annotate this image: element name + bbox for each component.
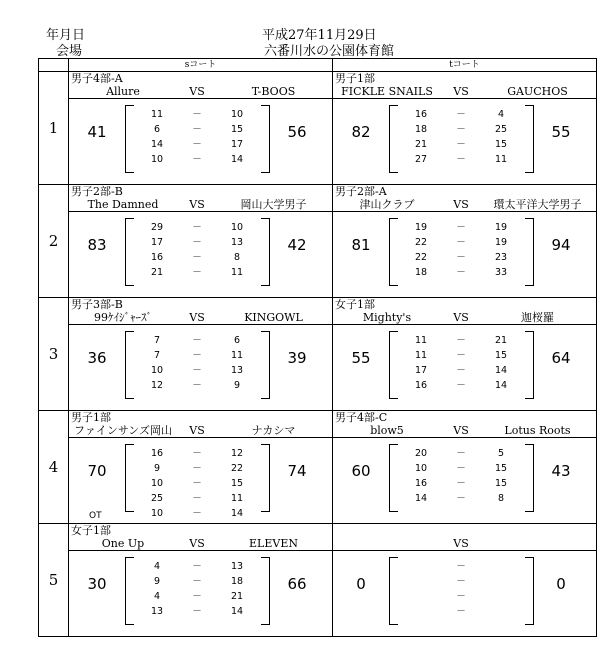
quarter-dash: － — [192, 606, 202, 617]
bracket-right — [525, 331, 534, 399]
quarter-score-b: 14 — [494, 365, 508, 376]
quarter-row — [403, 265, 521, 280]
quarter-score-b: 14 — [230, 154, 244, 165]
quarter-score-a: 19 — [414, 222, 428, 233]
quarter-dash: － — [192, 365, 202, 376]
quarter-score-b: 11 — [494, 154, 508, 165]
quarter-score-b: 17 — [230, 139, 244, 150]
total-score-a: 60 — [351, 462, 371, 480]
total-score-a: 41 — [87, 123, 107, 141]
quarter-score-b: 11 — [230, 493, 244, 504]
quarter-row — [139, 152, 257, 167]
quarter-score-a: 18 — [414, 124, 428, 135]
team-a-name: 津山クラブ — [359, 198, 415, 211]
game-card — [69, 524, 332, 636]
quarter-scores — [403, 220, 521, 280]
round-header — [39, 59, 69, 72]
bracket-left — [389, 331, 398, 399]
quarter-row — [139, 589, 257, 604]
vs-label: VS — [453, 198, 469, 211]
quarter-scores — [403, 559, 521, 619]
quarter-scores — [139, 559, 257, 619]
total-score-a: 30 — [87, 575, 107, 593]
quarter-dash: － — [456, 139, 466, 150]
round-number: 5 — [39, 524, 69, 637]
bracket-left — [125, 218, 134, 286]
quarter-dash: － — [456, 124, 466, 135]
quarter-score-b: 6 — [233, 335, 241, 346]
quarter-score-a: 13 — [150, 606, 164, 617]
quarter-score-b: 15 — [230, 478, 244, 489]
game-card — [333, 72, 596, 184]
quarter-score-a: 9 — [153, 463, 161, 474]
bracket-left — [389, 105, 398, 173]
total-score-b: 94 — [551, 236, 571, 254]
quarter-row — [403, 220, 521, 235]
bracket-right — [525, 557, 534, 625]
quarter-score-a: 18 — [414, 267, 428, 278]
quarter-row — [139, 220, 257, 235]
bracket-right — [261, 444, 270, 512]
quarter-scores — [139, 107, 257, 167]
quarter-dash: － — [456, 335, 466, 346]
court-s-game — [69, 411, 333, 524]
quarter-score-a: 7 — [153, 335, 161, 346]
quarter-dash: － — [192, 335, 202, 346]
court-s-game — [69, 72, 333, 185]
vs-label: VS — [189, 537, 205, 550]
division-label: 男子4部-C — [335, 411, 388, 424]
matchup-line — [333, 311, 596, 325]
quarter-dash: － — [456, 493, 466, 504]
quarter-scores — [403, 107, 521, 167]
quarter-dash: － — [456, 252, 466, 263]
court-s-game — [69, 298, 333, 411]
quarter-row — [403, 122, 521, 137]
quarter-dash: － — [192, 237, 202, 248]
team-b-name: T-BOOS — [251, 85, 296, 98]
quarter-row — [139, 107, 257, 122]
quarter-score-b: 13 — [230, 365, 244, 376]
team-a-name: 99ｹｲｼﾞｬｰｽﾞ — [94, 311, 152, 324]
team-a-name: Allure — [106, 85, 140, 98]
quarter-score-a: 16 — [414, 109, 428, 120]
bracket-right — [261, 331, 270, 399]
quarter-dash: － — [456, 576, 466, 587]
quarter-score-a: 10 — [150, 154, 164, 165]
team-a-name: blow5 — [370, 424, 404, 437]
game-card — [333, 298, 596, 410]
matchup-line — [69, 311, 332, 325]
total-score-a: 83 — [87, 236, 107, 254]
venue-label: 会場 — [56, 44, 83, 59]
quarter-scores — [403, 446, 521, 506]
team-a-name: The Damned — [87, 198, 159, 211]
game-card — [333, 411, 596, 523]
quarter-row — [403, 604, 521, 619]
division-label: 男子4部-A — [71, 72, 123, 85]
quarter-row — [139, 363, 257, 378]
quarter-dash: － — [192, 124, 202, 135]
matchup-line — [69, 537, 332, 551]
team-a-name: FICKLE SNAILS — [341, 85, 433, 98]
total-score-b: 0 — [556, 575, 566, 593]
quarter-row — [403, 446, 521, 461]
total-score-b: 42 — [287, 236, 307, 254]
quarter-score-a: 16 — [150, 252, 164, 263]
court-t-header: tコート — [333, 59, 597, 72]
matchup-line — [333, 424, 596, 438]
quarter-dash: － — [456, 350, 466, 361]
total-score-b: 66 — [287, 575, 307, 593]
quarter-row — [139, 574, 257, 589]
total-score-a: 82 — [351, 123, 371, 141]
bracket-left — [389, 557, 398, 625]
matchup-line — [333, 85, 596, 99]
quarter-dash: － — [456, 109, 466, 120]
court-t-game — [333, 185, 597, 298]
quarter-row — [403, 363, 521, 378]
quarter-score-b: 15 — [494, 350, 508, 361]
quarter-score-b: 13 — [230, 561, 244, 572]
vs-label: VS — [189, 198, 205, 211]
quarter-row — [139, 446, 257, 461]
quarter-score-b: 14 — [230, 606, 244, 617]
quarter-score-b: 18 — [230, 576, 244, 587]
division-label: 男子2部-B — [71, 185, 123, 198]
quarter-score-a: 4 — [153, 591, 161, 602]
quarter-score-b: 21 — [494, 335, 508, 346]
score-sheet — [38, 58, 597, 637]
quarter-score-a: 21 — [414, 139, 428, 150]
bracket-left — [389, 444, 398, 512]
quarter-score-a: 9 — [153, 576, 161, 587]
quarter-score-b: 15 — [230, 124, 244, 135]
vs-label: VS — [189, 85, 205, 98]
team-b-name: ナカシマ — [251, 424, 296, 437]
bracket-right — [261, 557, 270, 625]
total-score-a: 81 — [351, 236, 371, 254]
bracket-right — [261, 105, 270, 173]
quarter-row — [139, 250, 257, 265]
quarter-score-b: 9 — [233, 380, 241, 391]
division-label: 男子3部-B — [71, 298, 123, 311]
quarter-score-a: 27 — [414, 154, 428, 165]
quarter-score-a: 20 — [414, 448, 428, 459]
quarter-score-a: 16 — [414, 380, 428, 391]
quarter-score-b: 8 — [233, 252, 241, 263]
total-score-a: 55 — [351, 349, 371, 367]
quarter-score-a: 10 — [150, 478, 164, 489]
matchup-line — [333, 198, 596, 212]
court-t-game — [333, 524, 597, 637]
quarter-row — [403, 491, 521, 506]
quarter-dash: － — [192, 109, 202, 120]
bracket-right — [525, 105, 534, 173]
vs-label: VS — [453, 424, 469, 437]
quarter-score-b: 21 — [230, 591, 244, 602]
team-a-name: One Up — [101, 537, 145, 550]
quarter-score-b: 4 — [497, 109, 505, 120]
quarter-dash: － — [192, 561, 202, 572]
quarter-score-b: 10 — [230, 222, 244, 233]
quarter-dash: － — [456, 448, 466, 459]
quarter-row — [139, 461, 257, 476]
court-s-game — [69, 524, 333, 637]
quarter-row — [139, 604, 257, 619]
vs-label: VS — [453, 85, 469, 98]
bracket-left — [125, 557, 134, 625]
team-b-name: 環太平洋大学男子 — [493, 198, 582, 211]
quarter-row — [403, 235, 521, 250]
vs-label: VS — [189, 424, 205, 437]
quarter-score-a: 11 — [414, 350, 428, 361]
quarter-score-b: 11 — [230, 350, 244, 361]
quarter-dash: － — [456, 561, 466, 572]
quarter-row — [139, 265, 257, 280]
quarter-row — [403, 461, 521, 476]
quarter-score-a: 10 — [414, 463, 428, 474]
quarter-score-b: 25 — [494, 124, 508, 135]
game-row — [39, 298, 597, 411]
quarter-row — [403, 250, 521, 265]
quarter-score-a: 10 — [150, 508, 164, 519]
quarter-dash: － — [456, 478, 466, 489]
quarter-scores — [139, 220, 257, 280]
quarter-row — [403, 559, 521, 574]
court-t-game — [333, 298, 597, 411]
quarter-row — [403, 137, 521, 152]
game-card — [69, 185, 332, 297]
quarter-scores — [139, 446, 257, 521]
total-score-b: 74 — [287, 462, 307, 480]
quarter-score-a: 11 — [150, 109, 164, 120]
quarter-row — [139, 348, 257, 363]
quarter-dash: － — [192, 478, 202, 489]
matchup-line — [333, 537, 596, 551]
quarter-score-a: 25 — [150, 493, 164, 504]
quarter-score-a: 4 — [153, 561, 161, 572]
quarter-dash: － — [192, 448, 202, 459]
quarter-score-a: 12 — [150, 380, 164, 391]
total-score-b: 64 — [551, 349, 571, 367]
quarter-score-b: 15 — [494, 139, 508, 150]
quarter-row — [139, 235, 257, 250]
quarter-dash: － — [456, 154, 466, 165]
team-b-name: Lotus Roots — [504, 424, 571, 437]
game-row — [39, 411, 597, 524]
team-b-name: ELEVEN — [249, 537, 298, 550]
quarter-score-a: 7 — [153, 350, 161, 361]
quarter-dash: － — [192, 252, 202, 263]
quarter-row — [403, 476, 521, 491]
quarter-dash: － — [456, 591, 466, 602]
quarter-row — [139, 559, 257, 574]
bracket-right — [525, 444, 534, 512]
team-a-name: ファインサンズ岡山 — [74, 424, 172, 437]
total-score-b: 39 — [287, 349, 307, 367]
quarter-score-b: 12 — [230, 448, 244, 459]
quarter-score-a: 10 — [150, 365, 164, 376]
quarter-score-a: 29 — [150, 222, 164, 233]
quarter-scores — [403, 333, 521, 393]
division-label: 男子1部 — [335, 72, 375, 85]
quarter-row — [139, 476, 257, 491]
matchup-line — [69, 198, 332, 212]
quarter-dash: － — [192, 350, 202, 361]
bracket-left — [125, 331, 134, 399]
team-a-name: Mighty's — [362, 311, 412, 324]
quarter-score-a: 17 — [150, 237, 164, 248]
quarter-dash: － — [456, 365, 466, 376]
quarter-score-a: 17 — [414, 365, 428, 376]
date-label: 年月日 — [46, 28, 86, 43]
total-score-b: 55 — [551, 123, 571, 141]
quarter-score-a: 11 — [414, 335, 428, 346]
quarter-row — [139, 137, 257, 152]
game-row — [39, 524, 597, 637]
round-number: 2 — [39, 185, 69, 298]
quarter-score-b: 23 — [494, 252, 508, 263]
quarter-score-a: 14 — [414, 493, 428, 504]
quarter-scores — [139, 333, 257, 393]
vs-label: VS — [189, 311, 205, 324]
team-b-name: 岡山大学男子 — [240, 198, 307, 211]
quarter-score-a: 16 — [414, 478, 428, 489]
bracket-right — [261, 218, 270, 286]
quarter-dash: － — [192, 380, 202, 391]
quarter-row — [403, 378, 521, 393]
matchup-line — [69, 424, 332, 438]
team-b-name: 迦桜羅 — [521, 311, 554, 324]
quarter-score-b: 19 — [494, 237, 508, 248]
quarter-row — [403, 574, 521, 589]
quarter-dash: － — [456, 380, 466, 391]
quarter-score-a: 16 — [150, 448, 164, 459]
total-score-a: 0 — [356, 575, 366, 593]
matchup-line — [69, 85, 332, 99]
court-s-header: sコート — [69, 59, 333, 72]
quarter-score-b: 15 — [494, 463, 508, 474]
quarter-score-b: 8 — [497, 493, 505, 504]
total-score-a: 70 — [87, 462, 107, 480]
quarter-score-a: 14 — [150, 139, 164, 150]
quarter-dash: － — [456, 237, 466, 248]
game-card — [333, 524, 596, 636]
division-label: 女子1部 — [335, 298, 375, 311]
quarter-dash: － — [192, 222, 202, 233]
quarter-row — [139, 333, 257, 348]
vs-label: VS — [453, 537, 469, 550]
court-t-game — [333, 411, 597, 524]
quarter-row — [403, 152, 521, 167]
game-card — [69, 298, 332, 410]
quarter-row — [139, 378, 257, 393]
quarter-score-b: 14 — [230, 508, 244, 519]
game-row — [39, 185, 597, 298]
quarter-dash: － — [456, 606, 466, 617]
overtime-label: OT — [89, 511, 102, 521]
team-b-name: KINGOWL — [244, 311, 303, 324]
bracket-left — [389, 218, 398, 286]
quarter-score-b: 22 — [230, 463, 244, 474]
total-score-a: 36 — [87, 349, 107, 367]
quarter-score-b: 33 — [494, 267, 508, 278]
quarter-score-b: 15 — [494, 478, 508, 489]
round-number: 3 — [39, 298, 69, 411]
quarter-dash: － — [192, 576, 202, 587]
quarter-score-a: 22 — [414, 252, 428, 263]
quarter-dash: － — [192, 139, 202, 150]
venue-name: 六番川水の公園体育館 — [264, 44, 395, 59]
quarter-row — [403, 589, 521, 604]
quarter-dash: － — [456, 463, 466, 474]
quarter-row — [139, 506, 257, 521]
quarter-dash: － — [456, 267, 466, 278]
game-card — [69, 411, 332, 523]
quarter-dash: － — [192, 591, 202, 602]
bracket-right — [525, 218, 534, 286]
total-score-b: 56 — [287, 123, 307, 141]
game-card — [69, 72, 332, 184]
quarter-score-b: 19 — [494, 222, 508, 233]
quarter-dash: － — [192, 267, 202, 278]
quarter-row — [139, 491, 257, 506]
quarter-score-a: 22 — [414, 237, 428, 248]
quarter-row — [403, 348, 521, 363]
game-row — [39, 72, 597, 185]
division-label: 女子1部 — [71, 524, 111, 537]
quarter-dash: － — [192, 154, 202, 165]
quarter-row — [403, 333, 521, 348]
bracket-left — [125, 444, 134, 512]
quarter-row — [403, 107, 521, 122]
round-number: 1 — [39, 72, 69, 185]
quarter-row — [139, 122, 257, 137]
bracket-left — [125, 105, 134, 173]
quarter-score-b: 10 — [230, 109, 244, 120]
vs-label: VS — [453, 311, 469, 324]
quarter-score-b: 14 — [494, 380, 508, 391]
quarter-dash: － — [192, 493, 202, 504]
court-t-game — [333, 72, 597, 185]
quarter-score-b: 11 — [230, 267, 244, 278]
court-s-game — [69, 185, 333, 298]
quarter-score-a: 21 — [150, 267, 164, 278]
game-card — [333, 185, 596, 297]
quarter-dash: － — [192, 463, 202, 474]
event-date: 平成27年11月29日 — [262, 28, 377, 43]
total-score-b: 43 — [551, 462, 571, 480]
division-label: 男子2部-A — [335, 185, 387, 198]
quarter-dash: － — [192, 508, 202, 519]
team-b-name: GAUCHOS — [507, 85, 568, 98]
round-number: 4 — [39, 411, 69, 524]
quarter-score-a: 6 — [153, 124, 161, 135]
quarter-score-b: 13 — [230, 237, 244, 248]
division-label: 男子1部 — [71, 411, 111, 424]
quarter-score-b: 5 — [497, 448, 505, 459]
quarter-dash: － — [456, 222, 466, 233]
